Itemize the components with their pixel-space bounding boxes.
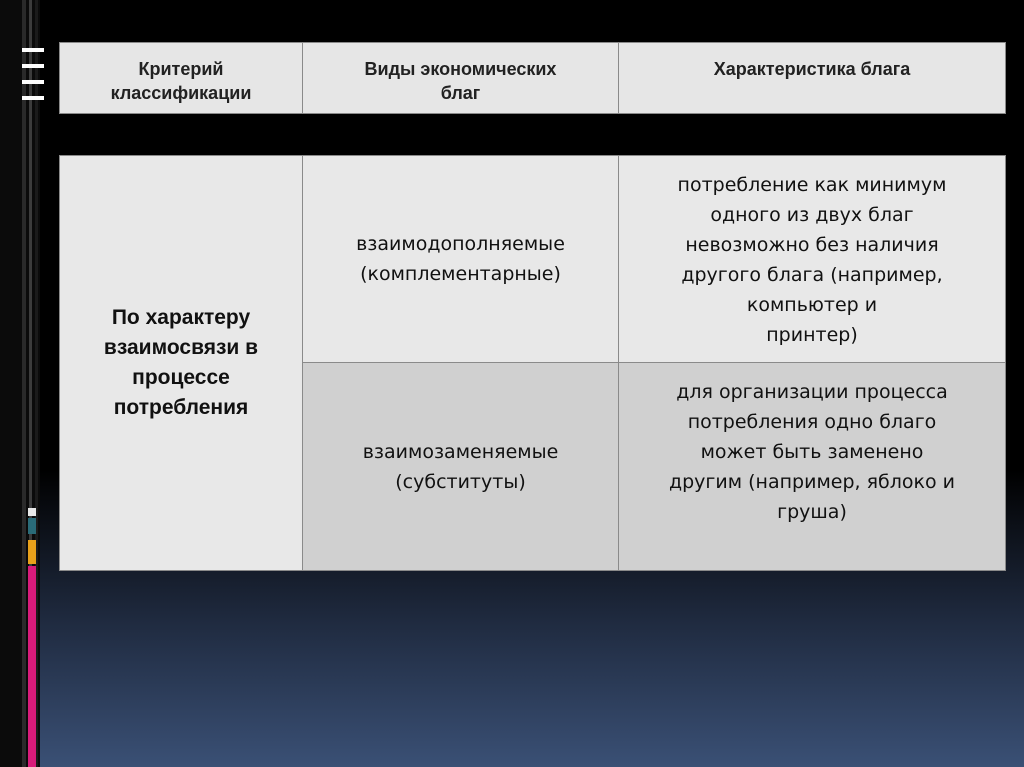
criterion-cell: По характеру взаимосвязи в процессе потребления [60,156,303,571]
header-types: Виды экономических благ [303,43,619,114]
goods-table [59,155,1006,571]
accent-stripe [22,0,26,767]
header-criterion: Критерий классификации [60,43,303,114]
characteristic-cell: для организации процесса потребления одно благо может быть заменено другим (например, яблоко и груша) [619,363,1006,571]
accent-mark-magenta [28,566,36,767]
accent-mark [28,508,36,516]
type-cell: взаимодополняемые (комплементарные) [303,156,619,363]
table-row [60,156,1006,363]
type-cell: взаимозаменяемые (субституты) [303,363,619,571]
accent-tick [22,80,44,84]
accent-mark-orange [28,540,36,564]
header-row [60,43,1006,114]
accent-tick [22,48,44,52]
header-table [59,42,1006,114]
header-characteristic: Характеристика блага [619,43,1006,114]
accent-tick [22,64,44,68]
accent-tick [22,96,44,100]
accent-mark-teal [28,518,36,534]
characteristic-cell: потребление как минимум одного из двух благ невозможно без наличия другого блага (например, компьютер и принтер) [619,156,1006,363]
